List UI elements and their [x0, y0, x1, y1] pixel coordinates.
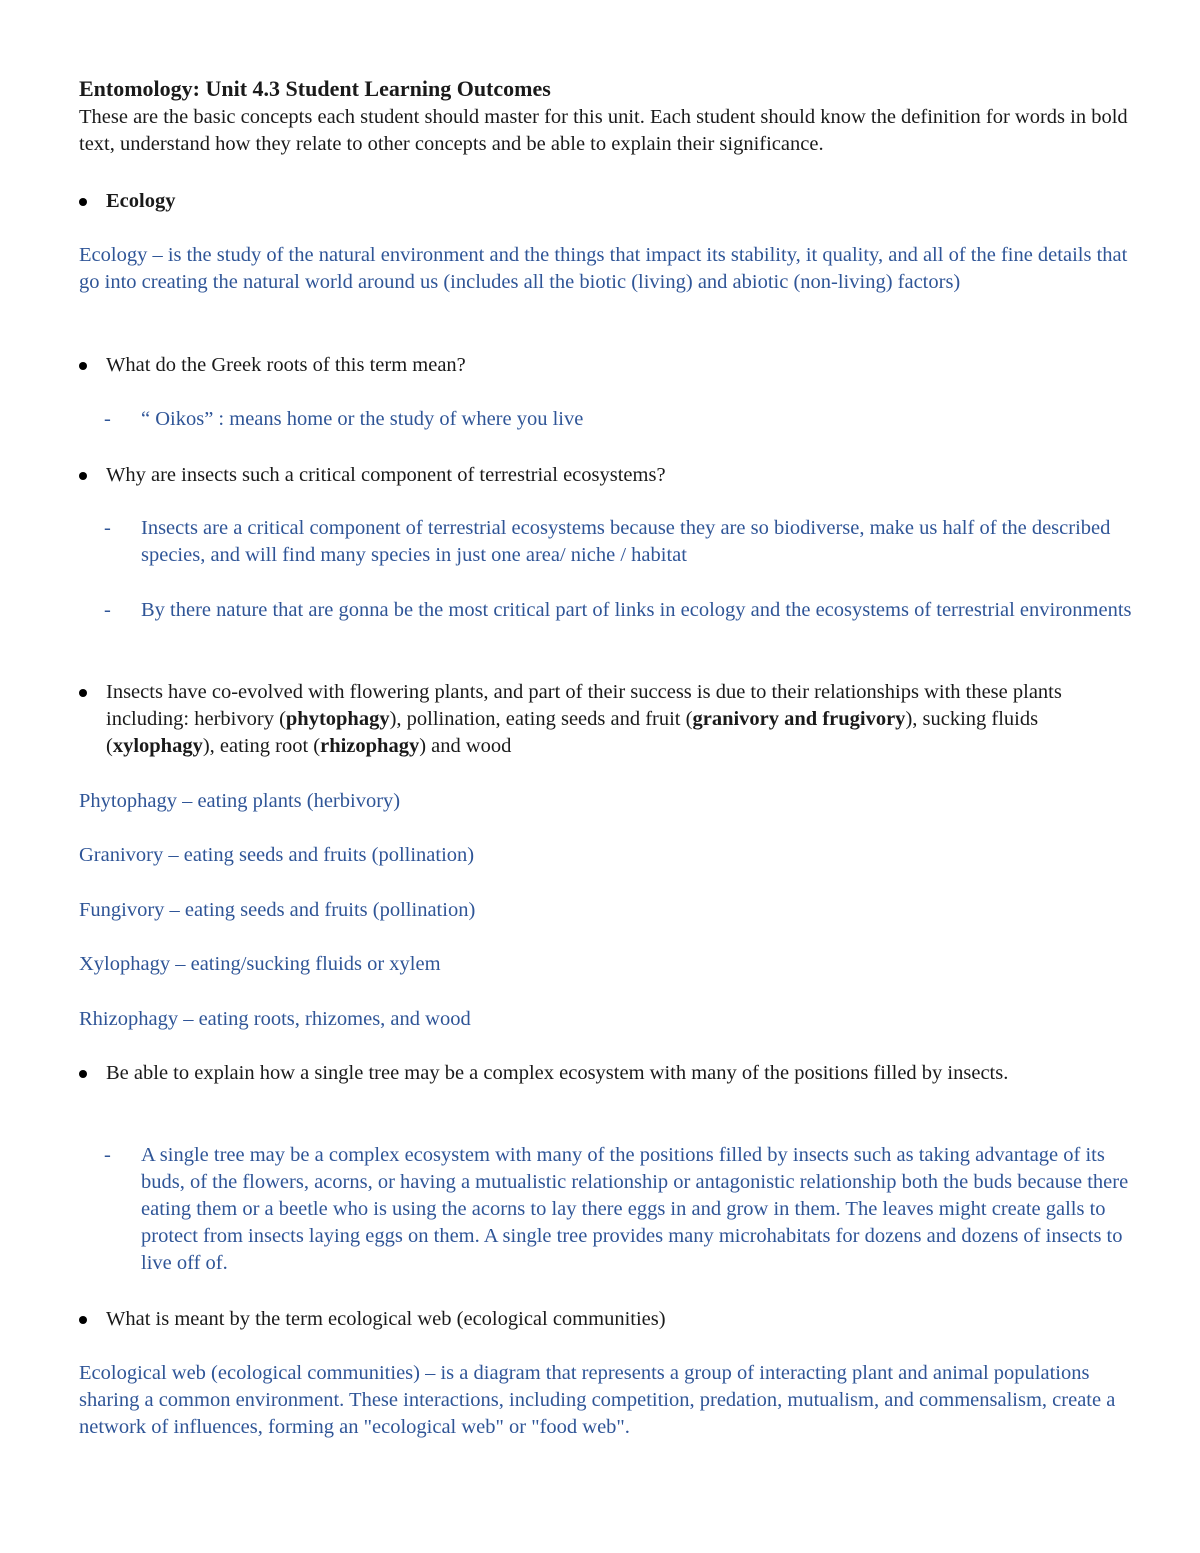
- answer-insects-2-text: By there nature that are gonna be the most critical part of links in ecology and the ecosystems of terrestrial environments: [141, 599, 1132, 621]
- bullet-dot-icon: [79, 362, 87, 370]
- term-granivory-frugivory: granivory and frugivory: [692, 708, 906, 730]
- question-coevolved: [106, 679, 1139, 760]
- term-xylophagy: xylophagy: [112, 735, 203, 757]
- bullet-dot-icon: [79, 198, 87, 206]
- bullet-dot-icon: [79, 472, 87, 480]
- document-title: Entomology: Unit 4.3 Student Learning Outcomes: [79, 76, 551, 101]
- question-ecological-web: What is meant by the term ecological web (ecological communities): [106, 1308, 666, 1330]
- definition-phytophagy: Phytophagy – eating plants (herbivory): [79, 790, 401, 812]
- bullet-insects-critical: [79, 462, 1139, 489]
- question-insects-critical: Why are insects such a critical component of terrestrial ecosystems?: [106, 464, 666, 486]
- bullet-ecological-web: [79, 1306, 1139, 1333]
- bullet-dot-icon: [79, 689, 87, 697]
- answer-insects-1: [104, 515, 1139, 569]
- coevolved-text-3: ), sucking fluids (: [106, 708, 1039, 757]
- answer-greek-roots: [104, 406, 1139, 433]
- question-greek-roots: What do the Greek roots of this term mean?: [106, 354, 466, 376]
- term-phytophagy: phytophagy: [285, 708, 390, 730]
- ecological-web-definition: Ecological web (ecological communities) – is a diagram that represents a group of interacting plant and animal populations sharing a common environment. These interactions, including competition, predation, mutualism, and commensalism, create a network of influences, forming an "ecological web" or "food web".: [79, 1362, 1116, 1438]
- definition-granivory: Granivory – eating seeds and fruits (pollination): [79, 844, 475, 866]
- answer-greek-roots-text: “ Oikos” : means home or the study of where you live: [141, 408, 584, 430]
- bullet-ecology-label: Ecology: [106, 190, 176, 212]
- dash-marker: -: [104, 1144, 111, 1166]
- answer-single-tree: [104, 1142, 1139, 1277]
- definition-fungivory: Fungivory – eating seeds and fruits (pollination): [79, 899, 476, 921]
- bullet-dot-icon: [79, 1316, 87, 1324]
- question-single-tree: Be able to explain how a single tree may be a complex ecosystem with many of the positions filled by insects.: [106, 1062, 1009, 1084]
- coevolved-text-2: ), pollination, eating seeds and fruit (: [389, 708, 693, 730]
- answer-insects-2: [104, 597, 1139, 624]
- definition-xylophagy: Xylophagy – eating/sucking fluids or xylem: [79, 953, 441, 975]
- coevolved-text-5: ) and wood: [419, 735, 512, 757]
- answer-single-tree-text: A single tree may be a complex ecosystem with many of the positions filled by insects such as taking advantage of its buds, of the flowers, acorns, or having a mutualistic relationship or antagonistic relationship both the buds because there eating them or a beetle who is using the acorns to lay there eggs in and grow in them. The leaves might create galls to protect from insects laying eggs on them. A single tree provides many microhabitats for dozens and dozens of insects to live off of.: [141, 1144, 1129, 1274]
- coevolved-text-1: Insects have co-evolved with flowering plants, and part of their success is due to their relationships with these plants including: herbivory (: [106, 681, 1062, 730]
- ecology-definition: Ecology – is the study of the natural environment and the things that impact its stability, it quality, and all of the fine details that go into creating the natural world around us (includes all the biotic (living) and abiotic (non-living) factors): [79, 244, 1128, 293]
- dash-marker: -: [104, 599, 111, 621]
- term-rhizophagy: rhizophagy: [320, 735, 420, 757]
- bullet-single-tree: [79, 1060, 1139, 1087]
- bullet-dot-icon: [79, 1070, 87, 1078]
- dash-marker: -: [104, 517, 111, 539]
- intro-paragraph: These are the basic concepts each student should master for this unit. Each student should know the definition for words in bold text, understand how they relate to other concepts and be able to explain their significance.: [79, 106, 1128, 155]
- coevolved-text-4: ), eating root (: [202, 735, 321, 757]
- answer-insects-1-text: Insects are a critical component of terrestrial ecosystems because they are so biodiverse, make us half of the described species, and will find many species in just one area/ niche / habitat: [141, 517, 1111, 566]
- dash-marker: -: [104, 408, 111, 430]
- definition-rhizophagy: Rhizophagy – eating roots, rhizomes, and wood: [79, 1008, 471, 1030]
- bullet-coevolved: [79, 679, 1139, 760]
- bullet-greek-roots: [79, 352, 1139, 379]
- bullet-ecology: [79, 188, 1139, 215]
